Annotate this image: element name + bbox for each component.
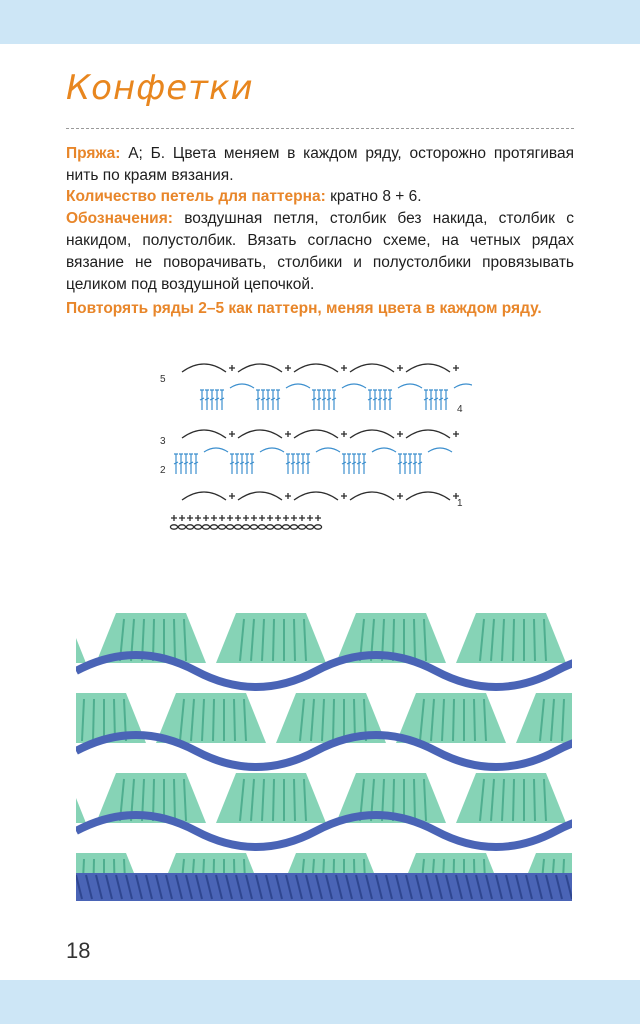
chain-arch bbox=[350, 492, 394, 500]
blue-chain-arch bbox=[428, 448, 452, 452]
yarn-text: А; Б. Цвета меняем в каждом ряду, осторожно протягивая нить по краям вязания. bbox=[66, 145, 574, 184]
row-number: 2 bbox=[160, 465, 166, 476]
treble-stitch bbox=[235, 454, 239, 474]
treble-stitch bbox=[179, 454, 183, 474]
single-crochet-symbol bbox=[243, 515, 249, 521]
shell-stitch bbox=[234, 699, 235, 741]
foundation-chain bbox=[298, 525, 305, 529]
treble-stitch bbox=[373, 390, 377, 410]
treble-stitch bbox=[296, 454, 300, 474]
treble-stitch bbox=[342, 454, 346, 474]
single-crochet-symbol bbox=[341, 493, 347, 499]
shell-stitch bbox=[213, 699, 214, 741]
chain-arch bbox=[406, 492, 450, 500]
single-crochet-symbol bbox=[229, 431, 235, 437]
treble-stitch bbox=[408, 454, 412, 474]
treble-stitch bbox=[444, 390, 448, 410]
row-number: 4 bbox=[457, 404, 463, 415]
single-crochet-symbol bbox=[187, 515, 193, 521]
foundation-chain bbox=[218, 525, 225, 529]
single-crochet-symbol bbox=[227, 515, 233, 521]
single-crochet-symbol bbox=[285, 365, 291, 371]
shell-stitch bbox=[294, 619, 295, 661]
treble-stitch bbox=[215, 390, 219, 410]
treble-stitch bbox=[413, 454, 417, 474]
blue-chain-arch bbox=[230, 384, 254, 388]
treble-stitch bbox=[174, 454, 178, 474]
foundation-chain bbox=[266, 525, 273, 529]
single-crochet-symbol bbox=[341, 431, 347, 437]
chain-arch bbox=[182, 492, 226, 500]
shell-stitch bbox=[534, 619, 535, 661]
single-crochet-symbol bbox=[453, 365, 459, 371]
dashed-divider bbox=[66, 128, 574, 129]
yarn-paragraph bbox=[66, 143, 574, 187]
single-crochet-symbol bbox=[229, 493, 235, 499]
treble-stitch bbox=[418, 454, 422, 474]
foundation-chain bbox=[274, 525, 281, 529]
shell-stitch bbox=[273, 619, 274, 661]
chain-arch bbox=[182, 364, 226, 372]
treble-stitch bbox=[301, 454, 305, 474]
blue-chain-arch bbox=[454, 384, 472, 388]
symbols-paragraph bbox=[66, 208, 574, 296]
treble-stitch bbox=[286, 454, 290, 474]
blue-chain-arch bbox=[260, 448, 284, 452]
single-crochet-symbol bbox=[229, 365, 235, 371]
single-crochet-symbol bbox=[251, 515, 257, 521]
blue-base-band bbox=[76, 873, 572, 901]
foundation-chain bbox=[258, 525, 265, 529]
chain-arch bbox=[406, 364, 450, 372]
treble-stitch bbox=[194, 454, 198, 474]
treble-stitch bbox=[434, 390, 438, 410]
treble-stitch bbox=[306, 454, 310, 474]
treble-stitch bbox=[250, 454, 254, 474]
foundation-chain bbox=[282, 525, 289, 529]
row-number: 5 bbox=[160, 374, 166, 385]
single-crochet-symbol bbox=[171, 515, 177, 521]
chain-arch bbox=[294, 364, 338, 372]
stitches-label: Количество петель для паттерна: bbox=[66, 188, 326, 205]
shell-stitch bbox=[294, 779, 295, 821]
single-crochet-symbol bbox=[291, 515, 297, 521]
treble-stitch bbox=[429, 390, 433, 410]
blue-chain-arch bbox=[372, 448, 396, 452]
shell-stitch bbox=[273, 779, 274, 821]
treble-stitch bbox=[266, 390, 270, 410]
treble-stitch bbox=[362, 454, 366, 474]
foundation-chain bbox=[250, 525, 257, 529]
page-number: 18 bbox=[66, 938, 91, 963]
foundation-chain bbox=[290, 525, 297, 529]
foundation-chain bbox=[234, 525, 241, 529]
chart-row-numbers bbox=[160, 374, 463, 509]
row-number: 3 bbox=[160, 436, 166, 447]
treble-stitch bbox=[378, 390, 382, 410]
blue-chain-arch bbox=[398, 384, 422, 388]
single-crochet-symbol bbox=[219, 515, 225, 521]
chain-arch bbox=[238, 492, 282, 500]
single-crochet-symbol bbox=[285, 493, 291, 499]
chart-blue-stitches bbox=[174, 384, 472, 474]
single-crochet-symbol bbox=[397, 493, 403, 499]
single-crochet-symbol bbox=[267, 515, 273, 521]
shell-stitch bbox=[513, 619, 514, 661]
single-crochet-symbol bbox=[397, 365, 403, 371]
chain-arch bbox=[294, 430, 338, 438]
treble-stitch bbox=[276, 390, 280, 410]
shell-stitch bbox=[414, 779, 415, 821]
single-crochet-symbol bbox=[179, 515, 185, 521]
foundation-chain bbox=[170, 525, 177, 529]
single-crochet-symbol bbox=[453, 431, 459, 437]
treble-stitch bbox=[271, 390, 275, 410]
repeat-instruction: Повторять ряды 2–5 как паттерн, меняя цвета в каждом ряду. bbox=[66, 300, 542, 317]
blue-chain-arch bbox=[204, 448, 228, 452]
treble-stitch bbox=[383, 390, 387, 410]
treble-stitch bbox=[317, 390, 321, 410]
treble-stitch bbox=[210, 390, 214, 410]
chain-arch bbox=[238, 364, 282, 372]
single-crochet-symbol bbox=[307, 515, 313, 521]
foundation-chain bbox=[226, 525, 233, 529]
foundation-chain bbox=[242, 525, 249, 529]
treble-stitch bbox=[403, 454, 407, 474]
treble-stitch bbox=[347, 454, 351, 474]
shell-stitch bbox=[414, 619, 415, 661]
crochet-chart bbox=[152, 340, 472, 540]
symbols-label: Обозначения: bbox=[66, 210, 173, 227]
shell-stitch bbox=[513, 779, 514, 821]
single-crochet-symbol bbox=[397, 431, 403, 437]
single-crochet-symbol bbox=[341, 365, 347, 371]
foundation-chain bbox=[314, 525, 321, 529]
shell-stitch bbox=[174, 619, 175, 661]
single-crochet-symbol bbox=[299, 515, 305, 521]
treble-stitch bbox=[398, 454, 402, 474]
pattern-title: Конфетки bbox=[66, 68, 254, 108]
treble-stitch bbox=[322, 390, 326, 410]
shell-stitch bbox=[93, 699, 94, 741]
single-crochet-symbol bbox=[211, 515, 217, 521]
treble-stitch bbox=[368, 390, 372, 410]
shell-stitch bbox=[333, 699, 334, 741]
top-band bbox=[0, 0, 640, 44]
stitches-text: кратно 8 + 6. bbox=[330, 188, 422, 205]
symbols-text: воздушная петля, столбик без накида, столбик с накидом, полустолбик. Вязать согласно схеме, на четных рядах вязание не поворачивать, столбики и полустолбики провязывать целиком под воздушной цепочкой. bbox=[66, 210, 574, 293]
shell-stitch bbox=[453, 699, 454, 741]
row-number: 1 bbox=[457, 498, 463, 509]
single-crochet-symbol bbox=[203, 515, 209, 521]
single-crochet-symbol bbox=[195, 515, 201, 521]
stitches-paragraph bbox=[66, 186, 574, 208]
shell-stitch bbox=[534, 779, 535, 821]
chart-dark-stitches bbox=[170, 364, 459, 529]
crochet-swatch-photo bbox=[76, 583, 572, 901]
treble-stitch bbox=[312, 390, 316, 410]
treble-stitch bbox=[230, 454, 234, 474]
foundation-chain bbox=[202, 525, 209, 529]
blue-chain-arch bbox=[286, 384, 310, 388]
foundation-chain bbox=[306, 525, 313, 529]
treble-stitch bbox=[184, 454, 188, 474]
foundation-chain bbox=[186, 525, 193, 529]
treble-stitch bbox=[357, 454, 361, 474]
treble-stitch bbox=[205, 390, 209, 410]
single-crochet-symbol bbox=[285, 431, 291, 437]
chain-arch bbox=[182, 430, 226, 438]
treble-stitch bbox=[291, 454, 295, 474]
treble-stitch bbox=[200, 390, 204, 410]
treble-stitch bbox=[327, 390, 331, 410]
bottom-band bbox=[0, 980, 640, 1024]
chain-arch bbox=[294, 492, 338, 500]
blue-chain-arch bbox=[342, 384, 366, 388]
shell-stitch bbox=[174, 779, 175, 821]
treble-stitch bbox=[439, 390, 443, 410]
treble-stitch bbox=[388, 390, 392, 410]
chain-arch bbox=[238, 430, 282, 438]
treble-stitch bbox=[245, 454, 249, 474]
foundation-chain bbox=[194, 525, 201, 529]
single-crochet-symbol bbox=[283, 515, 289, 521]
treble-stitch bbox=[424, 390, 428, 410]
swatch-base-row bbox=[76, 873, 572, 901]
treble-stitch bbox=[332, 390, 336, 410]
foundation-chain bbox=[210, 525, 217, 529]
shell-stitch bbox=[474, 699, 475, 741]
treble-stitch bbox=[240, 454, 244, 474]
treble-stitch bbox=[256, 390, 260, 410]
blue-chain-arch bbox=[316, 448, 340, 452]
chain-arch bbox=[406, 430, 450, 438]
treble-stitch bbox=[261, 390, 265, 410]
single-crochet-symbol bbox=[275, 515, 281, 521]
single-crochet-symbol bbox=[315, 515, 321, 521]
foundation-chain bbox=[178, 525, 185, 529]
chain-arch bbox=[350, 364, 394, 372]
chain-arch bbox=[350, 430, 394, 438]
treble-stitch bbox=[352, 454, 356, 474]
treble-stitch bbox=[220, 390, 224, 410]
single-crochet-symbol bbox=[235, 515, 241, 521]
single-crochet-symbol bbox=[259, 515, 265, 521]
yarn-label: Пряжа: bbox=[66, 145, 121, 162]
treble-stitch bbox=[189, 454, 193, 474]
